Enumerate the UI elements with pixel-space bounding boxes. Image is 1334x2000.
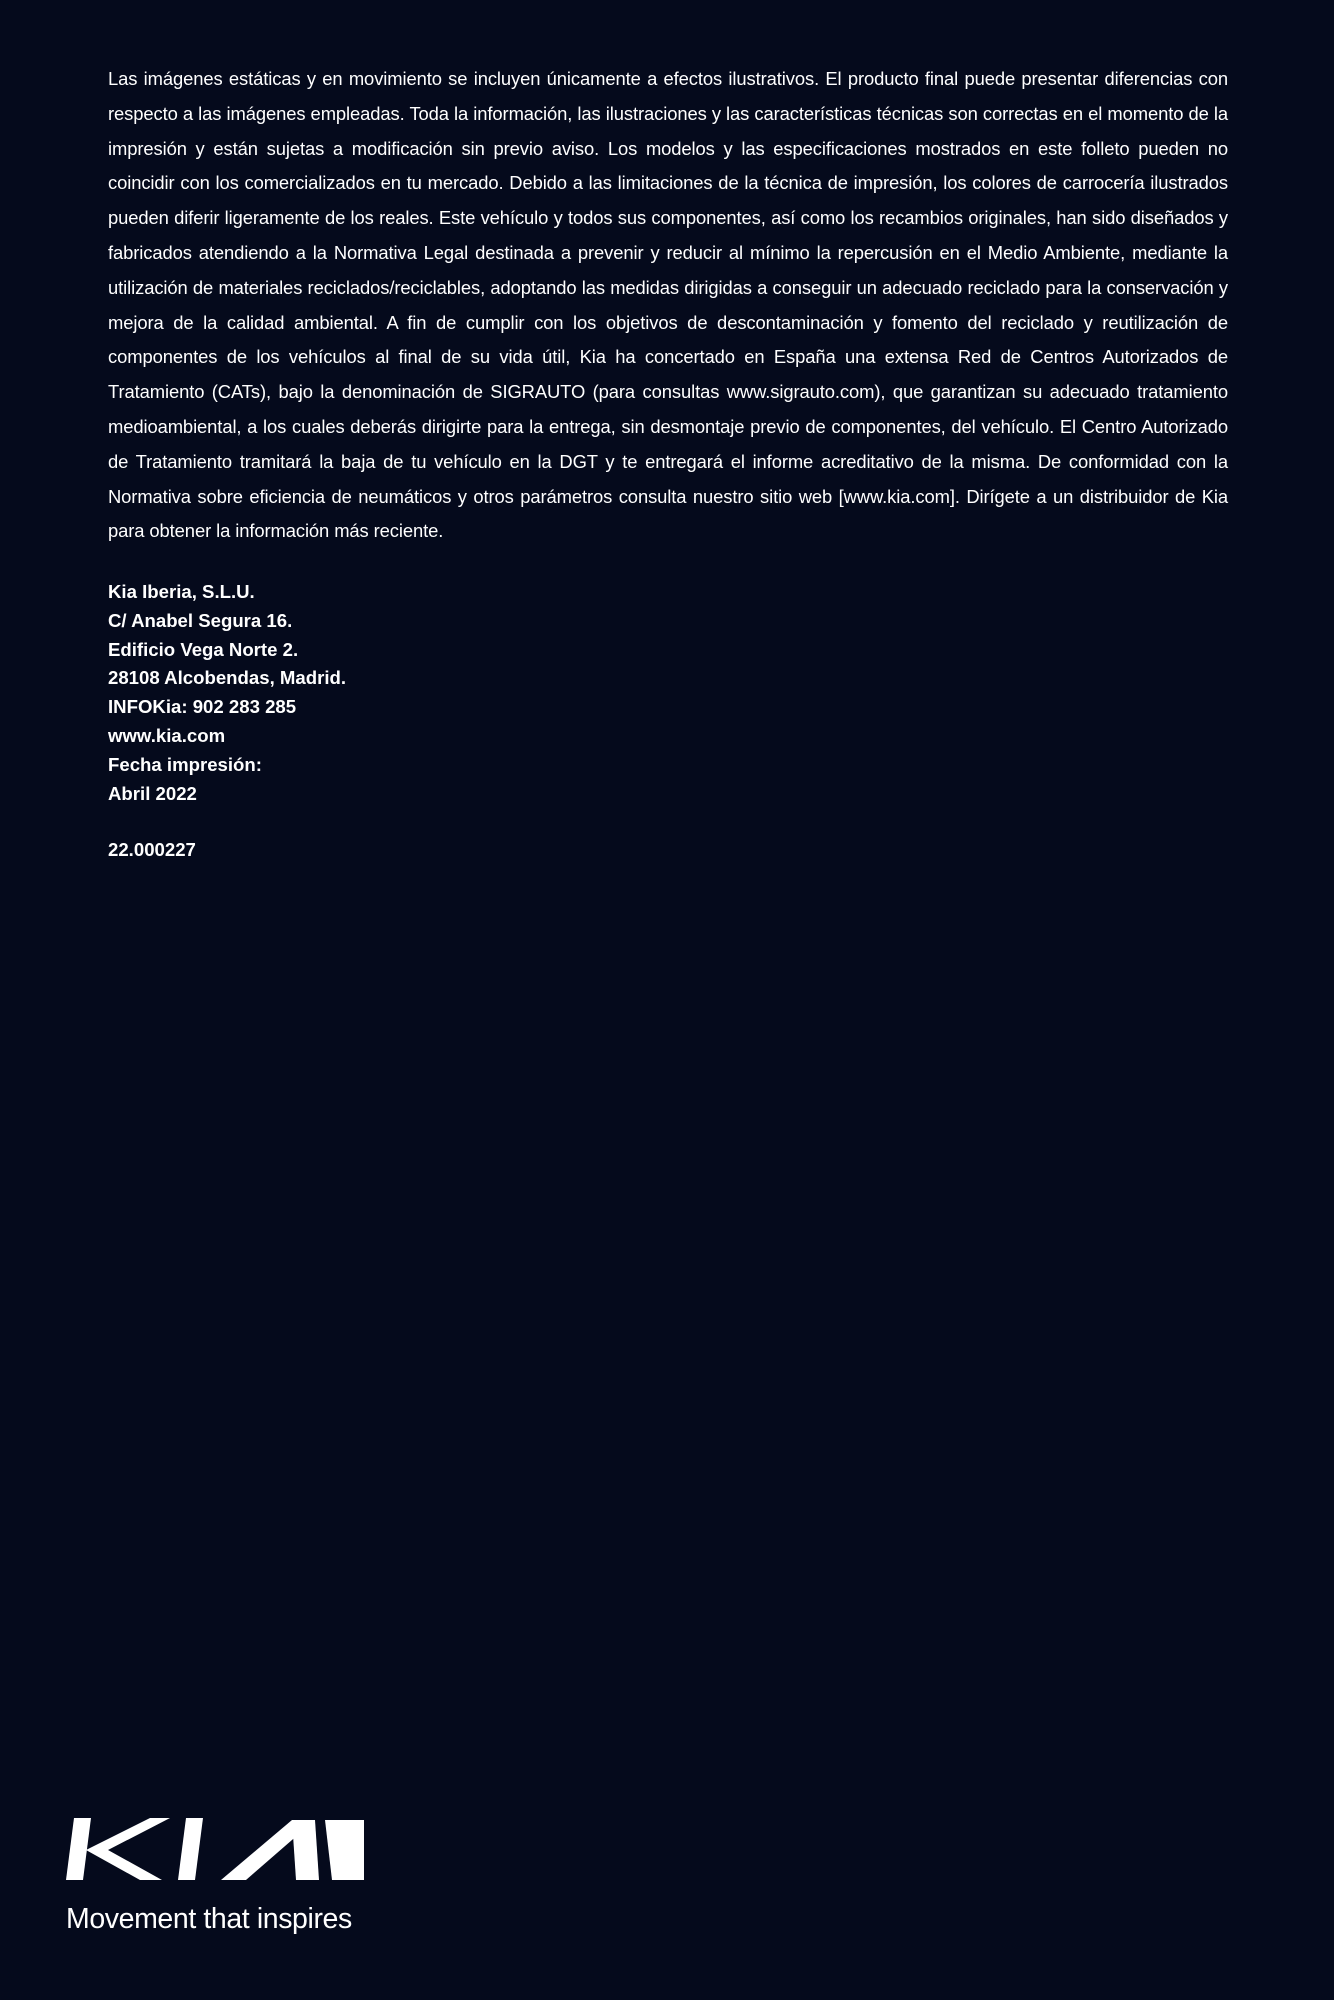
print-date: Abril 2022 — [108, 782, 197, 804]
city-postal: 28108 Alcobendas, Madrid. — [108, 667, 347, 689]
brand-block — [66, 1816, 366, 1936]
brand-tagline: Movement that inspires — [66, 1903, 352, 1935]
building-name: Edificio Vega Norte 2. — [108, 638, 299, 660]
company-address — [108, 578, 346, 808]
print-date-label: Fecha impresión: — [108, 753, 262, 775]
document-code: 22.000227 — [108, 839, 196, 860]
company-name: Kia Iberia, S.L.U. — [108, 581, 255, 602]
street-address: C/ Anabel Segura 16. — [108, 609, 293, 631]
info-phone: INFOKia: 902 283 285 — [108, 696, 297, 718]
kia-logo-icon — [66, 1816, 364, 1890]
website-url: www.kia.com — [108, 724, 226, 746]
legal-disclaimer: Las imágenes estáticas y en movimiento se incluyen únicamente a efectos ilustrativos. El producto final puede presentar diferencias con respecto a las imágenes empleadas. Toda la información, las ilustraciones y las características técnicas son correctas en el momento de la impresión y están sujetas a modificación sin previo aviso. Los modelos y las especificaciones mostrados en este folleto pueden no coincidir con los comercializados en tu mercado. Debido a las limitaciones de la técnica de impresión, los colores de carrocería ilustrados pueden diferir ligeramente de los reales. Este vehículo y todos sus componentes, así como los recambios originales, han sido diseñados y fabricados atendiendo a la Normativa Legal destinada a prevenir y reducir al mínimo la repercusión en el Medio Ambiente, mediante la utilización de materiales reciclados/reciclables, adoptando las medidas dirigidas a conseguir un adecuado reciclado para la conservación y mejora de la calidad ambiental. A fin de cumplir con los objetivos de descontaminación y fomento del reciclado y reutilización de componentes de los vehículos al final de su vida útil, Kia ha concertado en España una extensa Red de Centros Autorizados de Tratamiento (CATs), bajo la denominación de SIGRAUTO (para consultas www.sigrauto.com), que garantizan su adecuado tratamiento medioambiental, a los cuales deberás dirigirte para la entrega, sin desmontaje previo de componentes, del vehículo. El Centro Autorizado de Tratamiento tramitará la baja de tu vehículo en la DGT y te entregará el informe acreditativo de la misma. De conformidad con la Normativa sobre eficiencia de neumáticos y otros parámetros consulta nuestro sitio web [www.kia.com]. Dirígete a un distribuidor de Kia para obtener la información más reciente. — [108, 68, 1228, 542]
